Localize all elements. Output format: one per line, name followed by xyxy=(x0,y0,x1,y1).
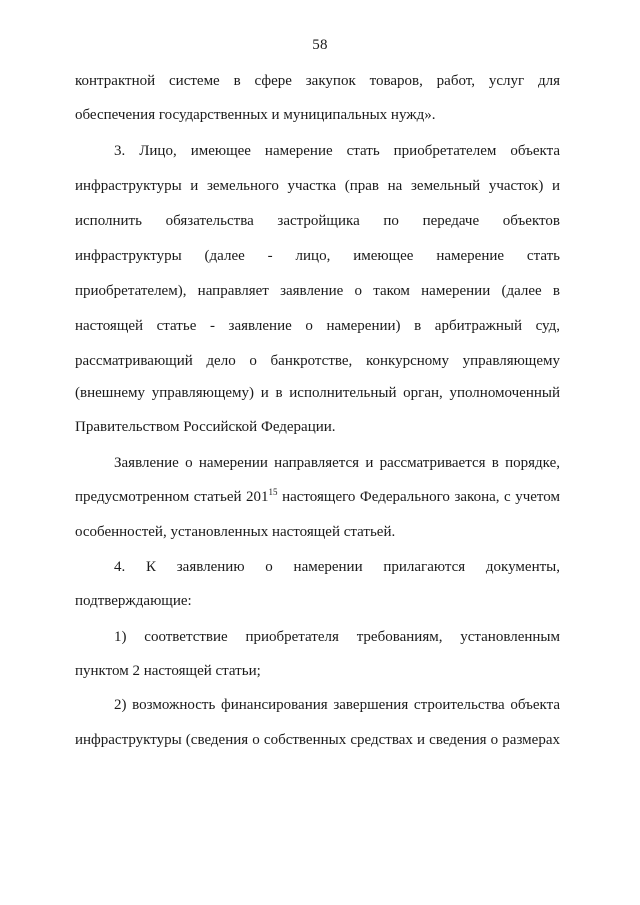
text-line: исполнить обязательства застройщика по передаче объектов xyxy=(75,213,560,229)
text-line: пунктом 2 настоящей статьи; xyxy=(75,663,261,679)
text-line: контрактной системе в сфере закупок товаров, работ, услуг для xyxy=(75,73,560,89)
text-line: обеспечения государственных и муниципальных нужд». xyxy=(75,107,436,123)
paragraph-3-first-line: 3. Лицо, имеющее намерение стать приобретателем объекта xyxy=(114,143,560,159)
paragraph-first-line: Заявление о намерении направляется и рассматривается в порядке, xyxy=(114,455,560,471)
text-line: настоящей статье - заявление о намерении) в арбитражный суд, xyxy=(75,318,560,334)
text-line: особенностей, установленных настоящей статьей. xyxy=(75,524,396,540)
text-fragment: настоящего Федерального закона, с учетом xyxy=(277,489,560,505)
text-line: (внешнему управляющему) и в исполнительный орган, уполномоченный xyxy=(75,385,560,401)
item-2-first-line: 2) возможность финансирования завершения строительства объекта xyxy=(114,697,560,713)
paragraph-4-first-line: 4. К заявлению о намерении прилагаются документы, xyxy=(114,559,560,575)
item-1-first-line: 1) соответствие приобретателя требованиям, установленным xyxy=(114,629,560,645)
article-superscript: 15 xyxy=(268,487,278,497)
text-line: рассматривающий дело о банкротстве, конкурсному управляющему xyxy=(75,353,560,369)
text-line: Правительством Российской Федерации. xyxy=(75,419,336,435)
text-line: инфраструктуры (сведения о собственных средствах и сведения о размерах xyxy=(75,732,560,748)
text-line: подтверждающие: xyxy=(75,593,192,609)
text-line: инфраструктуры (далее - лицо, имеющее намерение стать xyxy=(75,248,560,264)
text-line-with-superscript xyxy=(75,488,560,506)
page-number: 58 xyxy=(312,37,328,53)
text-line: приобретателем), направляет заявление о таком намерении (далее в xyxy=(75,283,560,299)
text-fragment: предусмотренном статьей 201 xyxy=(75,489,269,505)
text-line: инфраструктуры и земельного участка (прав на земельный участок) и xyxy=(75,178,560,194)
